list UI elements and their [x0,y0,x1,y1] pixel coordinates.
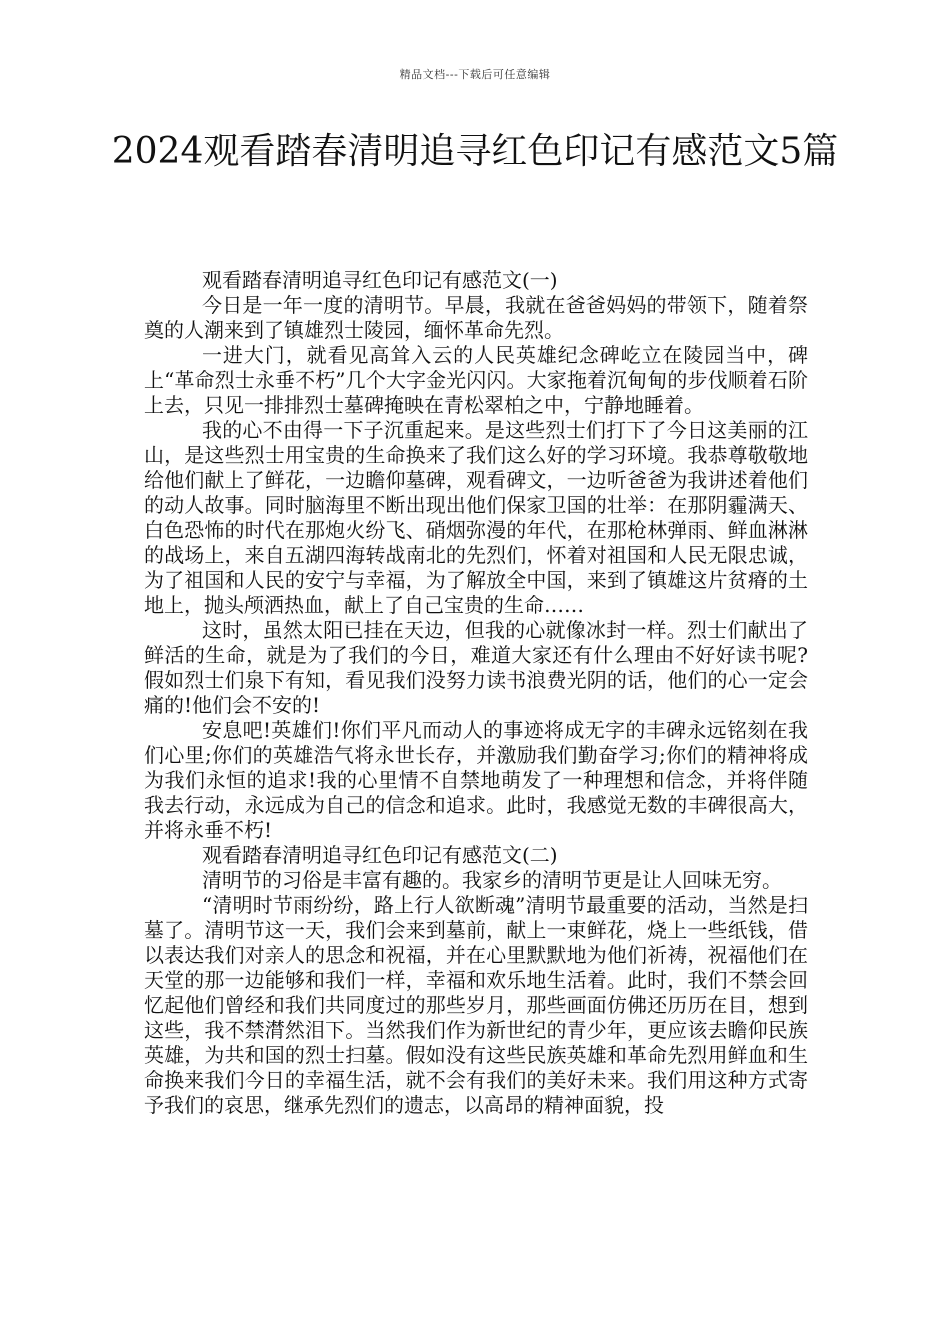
body-paragraph: “清明时节雨纷纷，路上行人欲断魂”清明节最重要的活动，当然是扫墓了。清明节这一天，我们会来到墓前，献上一束鲜花，烧上一些纸钱，借以表达我们对亲人的思念和祝福，并在心里默默地为他们祈祷，祝福他们在天堂的那一边能够和我们一样，幸福和欢乐地生活着。此时，我们不禁会回忆起他们曾经和我们共同度过的那些岁月，那些画面仿佛还历历在目，想到这些，我不禁潸然泪下。当然我们作为新世纪的青少年，更应该去瞻仰民族英雄，为共和国的烈士扫墓。假如没有这些民族英雄和革命先烈用鲜血和生命换来我们今日的幸福生活，就不会有我们的美好未来。我们用这种方式寄予我们的哀思，继承先烈们的遗志，以高昂的精神面貌，投 [144,893,808,1117]
body-paragraph: 一进大门，就看见高耸入云的人民英雄纪念碑屹立在陵园当中，碑上“革命烈士永垂不朽”几个大字金光闪闪。大家拖着沉甸甸的步伐顺着石阶上去，只见一排排烈士墓碑掩映在青松翠柏之中，宁静地睡着。 [144,343,808,417]
body-paragraph: 这时，虽然太阳已挂在天边，但我的心就像冰封一样。烈士们献出了鲜活的生命，就是为了我们的今日，难道大家还有什么理由不好好读书呢?假如烈士们泉下有知，看见我们没努力读书浪费光阴的话，他们的心一定会痛的!他们会不安的! [144,618,808,717]
document-body [144,268,808,1118]
body-paragraph: 今日是一年一度的清明节。早晨，我就在爸爸妈妈的带领下，随着祭奠的人潮来到了镇雄烈士陵园，缅怀革命先烈。 [144,293,808,342]
body-paragraph: 清明节的习俗是丰富有趣的。我家乡的清明节更是让人回味无穷。 [202,868,782,892]
body-paragraph: 安息吧!英雄们!你们平凡而动人的事迹将成无字的丰碑永远铭刻在我们心里;你们的英雄浩气将永世长存，并激励我们勤奋学习;你们的精神将成为我们永恒的追求!我的心里情不自禁地萌发了一种理想和信念，并将伴随我去行动，永远成为自己的信念和追求。此时，我感觉无数的丰碑很高大，并将永垂不朽! [144,718,808,842]
body-paragraph: 我的心不由得一下子沉重起来。是这些烈士们打下了今日这美丽的江山，是这些烈士用宝贵的生命换来了我们这么好的学习环境。我恭尊敬敬地给他们献上了鲜花，一边瞻仰墓碑，观看碑文，一边听爸爸为我讲述着他们的动人故事。同时脑海里不断出现出他们保家卫国的壮举：在那阴霾满天、白色恐怖的时代在那炮火纷飞、硝烟弥漫的年代，在那枪林弹雨、鲜血淋淋的战场上，来自五湖四海转战南北的先烈们，怀着对祖国和人民无限忠诚，为了祖国和人民的安宁与幸福，为了解放全中国，来到了镇雄这片贫瘠的土地上，抛头颅洒热血，献上了自己宝贵的生命…… [144,418,808,617]
section-heading-2: 观看踏春清明追寻红色印记有感范文(二) [202,843,558,867]
document-title: 2024观看踏春清明追寻红色印记有感范文5篇 [111,131,839,172]
page-header-note: 精品文档---下载后可任意编辑 [399,68,551,81]
section-heading-1: 观看踏春清明追寻红色印记有感范文(一) [202,268,558,292]
